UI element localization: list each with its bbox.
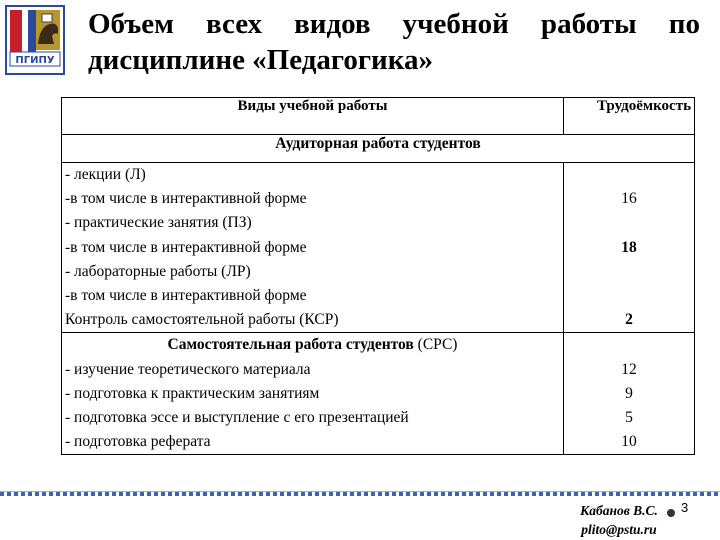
table-row [62,163,695,333]
section-title-suffix: (СРС) [413,336,458,354]
list-item: - лекции (Л) [65,166,146,183]
list-item: -в том числе в интерактивной форме [65,286,307,304]
slide-title: Объем всех видов учебной работы по дисциплине «Педагогика» [88,8,700,76]
list-item: - подготовка эссе и выступление с его презентацией [65,408,409,426]
value-cell [567,211,691,235]
table-header-row [62,98,695,135]
value-cell: 10 [621,433,637,451]
list-item: -в том числе в интерактивной форме [65,238,307,256]
value-cell-empty [567,333,691,357]
section-title-classroom: Аудиторная работа студентов [62,135,695,163]
bear-emblem-icon [4,4,66,76]
section-row-classroom [62,135,695,163]
section2-cell [62,333,564,455]
list-item: - подготовка реферата [65,433,211,451]
value-cell [567,260,691,284]
university-logo [4,4,66,76]
author-block [556,501,682,539]
header-work-types: Виды учебной работы [62,98,564,135]
value-cell [567,163,691,187]
table-row [62,333,695,455]
section1-values-cell [564,163,695,333]
author-name: Кабанов В.С. [580,503,658,518]
list-item: - подготовка к практическим занятиям [65,384,320,402]
section-title-bold: Самостоятельная работа студентов [167,336,414,354]
list-item: - изучение теоретического материала [65,360,311,378]
logo-text: ПГИПУ [15,55,55,66]
value-cell: 5 [625,408,633,426]
section1-items-cell [62,163,564,333]
section-title-independent [65,333,560,357]
value-cell: 18 [621,238,637,256]
bullet-dot-icon [667,509,675,517]
page-number: 3 [681,500,689,515]
value-cell [567,284,691,308]
footer-divider [0,491,720,496]
workload-table [61,97,695,455]
value-cell: 9 [625,384,633,402]
list-item: - лабораторные работы (ЛР) [65,262,251,280]
section2-values-cell [564,333,695,455]
list-item: Контроль самостоятельной работы (КСР) [65,311,339,329]
header-labor-intensity: Трудоёмкость [564,98,695,135]
author-email: plito@pstu.ru [581,522,657,537]
list-item: -в том числе в интерактивной форме [65,190,307,208]
value-cell: 2 [625,311,633,329]
value-cell: 16 [621,190,637,208]
value-cell: 12 [621,360,637,378]
list-item: - практические занятия (ПЗ) [65,214,252,232]
